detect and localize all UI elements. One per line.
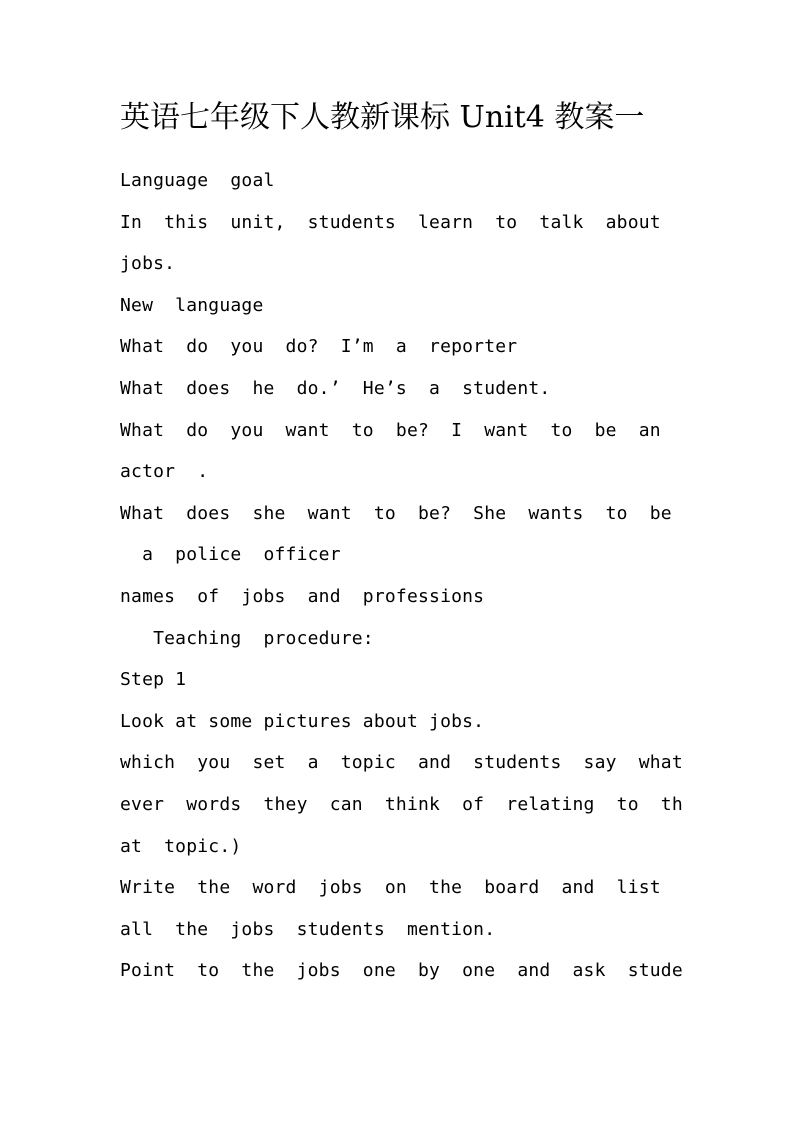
text-line: a police officer bbox=[120, 544, 341, 566]
text-line: all the jobs students mention. bbox=[120, 918, 496, 940]
text-line: New language bbox=[120, 294, 264, 316]
text-line: What do you do? I’m a reporter bbox=[120, 336, 518, 358]
document-body bbox=[120, 160, 683, 992]
text-line: Step 1 bbox=[120, 669, 187, 691]
text-line: What does she want to be? She wants to be bbox=[120, 502, 672, 524]
text-line: In this unit, students learn to talk about bbox=[120, 211, 661, 233]
text-line: Look at some pictures about jobs. bbox=[120, 710, 485, 732]
text-line: actor . bbox=[120, 461, 209, 483]
text-line: Write the word jobs on the board and list bbox=[120, 877, 661, 899]
text-line: at topic.) bbox=[120, 835, 242, 857]
text-line: names of jobs and professions bbox=[120, 585, 485, 607]
text-line: which you set a topic and students say what bbox=[120, 752, 683, 774]
text-line: ever words they can think of relating to th bbox=[120, 793, 683, 815]
text-line: jobs. bbox=[120, 253, 176, 275]
document-title: 英语七年级下人教新课标 Unit4 教案一 bbox=[120, 100, 645, 135]
text-line: Teaching procedure: bbox=[120, 627, 374, 649]
text-line: Point to the jobs one by one and ask stude bbox=[120, 960, 683, 982]
text-line: What does he do.’ He’s a student. bbox=[120, 377, 551, 399]
text-line: Language goal bbox=[120, 170, 275, 191]
text-line: What do you want to be? I want to be an bbox=[120, 419, 661, 441]
